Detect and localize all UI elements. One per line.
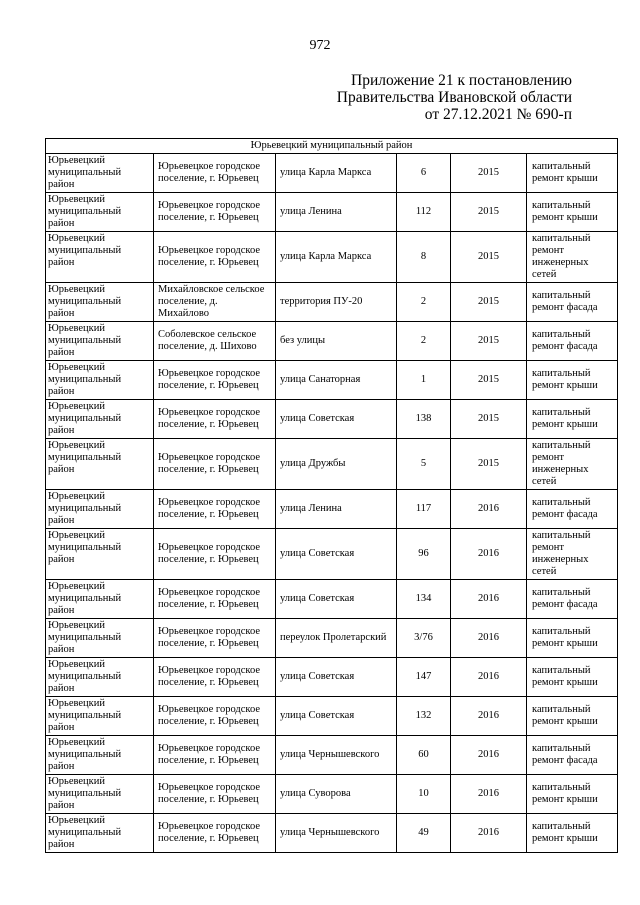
repair-register-table: [45, 138, 618, 853]
street-cell: улица Дружбы: [276, 439, 397, 490]
house-number-cell: 2: [397, 322, 451, 361]
street-cell: улица Санаторная: [276, 361, 397, 400]
street-cell: улица Чернышевского: [276, 814, 397, 853]
work-type-cell: капитальный ремонт крыши: [527, 697, 618, 736]
work-type-cell: капитальный ремонт фасада: [527, 283, 618, 322]
work-type-cell: капитальный ремонт фасада: [527, 322, 618, 361]
work-type-cell: капитальный ремонт крыши: [527, 361, 618, 400]
municipality-cell: Юрьевецкий муниципальный район: [46, 775, 154, 814]
street-cell: улица Карла Маркса: [276, 154, 397, 193]
work-type-cell: капитальный ремонт крыши: [527, 154, 618, 193]
municipality-cell: Юрьевецкий муниципальный район: [46, 193, 154, 232]
street-cell: улица Карла Маркса: [276, 232, 397, 283]
work-type-cell: капитальный ремонт крыши: [527, 658, 618, 697]
municipality-cell: Юрьевецкий муниципальный район: [46, 322, 154, 361]
house-number-cell: 8: [397, 232, 451, 283]
street-cell: улица Ленина: [276, 490, 397, 529]
municipality-cell: Юрьевецкий муниципальный район: [46, 619, 154, 658]
municipality-cell: Юрьевецкий муниципальный район: [46, 439, 154, 490]
year-cell: 2016: [451, 580, 527, 619]
year-cell: 2016: [451, 775, 527, 814]
municipality-cell: Юрьевецкий муниципальный район: [46, 400, 154, 439]
street-cell: улица Советская: [276, 580, 397, 619]
house-number-cell: 132: [397, 697, 451, 736]
work-type-cell: капитальный ремонт крыши: [527, 400, 618, 439]
year-cell: 2015: [451, 193, 527, 232]
municipality-cell: Юрьевецкий муниципальный район: [46, 283, 154, 322]
street-cell: улица Советская: [276, 400, 397, 439]
municipality-cell: Юрьевецкий муниципальный район: [46, 580, 154, 619]
house-number-cell: 6: [397, 154, 451, 193]
street-cell: переулок Пролетарский: [276, 619, 397, 658]
settlement-cell: Юрьевецкое городское поселение, г. Юрьевец: [154, 232, 276, 283]
settlement-cell: Юрьевецкое городское поселение, г. Юрьевец: [154, 658, 276, 697]
house-number-cell: 112: [397, 193, 451, 232]
table-row: [46, 283, 618, 322]
settlement-cell: Юрьевецкое городское поселение, г. Юрьевец: [154, 400, 276, 439]
header-line-1: Приложение 21 к постановлению: [351, 72, 572, 89]
settlement-cell: Соболевское сельское поселение, д. Шихово: [154, 322, 276, 361]
year-cell: 2015: [451, 154, 527, 193]
year-cell: 2016: [451, 658, 527, 697]
municipality-cell: Юрьевецкий муниципальный район: [46, 736, 154, 775]
work-type-cell: капитальный ремонт крыши: [527, 775, 618, 814]
municipality-cell: Юрьевецкий муниципальный район: [46, 529, 154, 580]
settlement-cell: Юрьевецкое городское поселение, г. Юрьевец: [154, 775, 276, 814]
header-line-3: от 27.12.2021 № 690-п: [424, 106, 572, 123]
work-type-cell: капитальный ремонт фасада: [527, 490, 618, 529]
work-type-cell: капитальный ремонт инженерных сетей: [527, 232, 618, 283]
table-row: [46, 658, 618, 697]
table-row: [46, 736, 618, 775]
work-type-cell: капитальный ремонт крыши: [527, 619, 618, 658]
street-cell: улица Советская: [276, 529, 397, 580]
settlement-cell: Юрьевецкое городское поселение, г. Юрьевец: [154, 193, 276, 232]
municipality-cell: Юрьевецкий муниципальный район: [46, 232, 154, 283]
settlement-cell: Юрьевецкое городское поселение, г. Юрьевец: [154, 580, 276, 619]
district-header-row: [46, 139, 618, 154]
year-cell: 2015: [451, 400, 527, 439]
year-cell: 2015: [451, 361, 527, 400]
year-cell: 2015: [451, 322, 527, 361]
street-cell: улица Советская: [276, 658, 397, 697]
house-number-cell: 1: [397, 361, 451, 400]
table-row: [46, 322, 618, 361]
house-number-cell: 10: [397, 775, 451, 814]
year-cell: 2016: [451, 529, 527, 580]
table-row: [46, 400, 618, 439]
header-line-2: Правительства Ивановской области: [336, 89, 572, 106]
street-cell: улица Суворова: [276, 775, 397, 814]
table-row: [46, 814, 618, 853]
table-row: [46, 529, 618, 580]
year-cell: 2016: [451, 619, 527, 658]
table-row: [46, 775, 618, 814]
municipality-cell: Юрьевецкий муниципальный район: [46, 361, 154, 400]
year-cell: 2015: [451, 439, 527, 490]
house-number-cell: 49: [397, 814, 451, 853]
settlement-cell: Юрьевецкое городское поселение, г. Юрьевец: [154, 361, 276, 400]
year-cell: 2016: [451, 736, 527, 775]
house-number-cell: 147: [397, 658, 451, 697]
year-cell: 2016: [451, 697, 527, 736]
street-cell: улица Ленина: [276, 193, 397, 232]
work-type-cell: капитальный ремонт инженерных сетей: [527, 529, 618, 580]
year-cell: 2015: [451, 232, 527, 283]
house-number-cell: 138: [397, 400, 451, 439]
settlement-cell: Юрьевецкое городское поселение, г. Юрьевец: [154, 490, 276, 529]
street-cell: территория ПУ-20: [276, 283, 397, 322]
work-type-cell: капитальный ремонт крыши: [527, 193, 618, 232]
work-type-cell: капитальный ремонт фасада: [527, 736, 618, 775]
street-cell: без улицы: [276, 322, 397, 361]
table-row: [46, 619, 618, 658]
table-row: [46, 490, 618, 529]
settlement-cell: Юрьевецкое городское поселение, г. Юрьевец: [154, 736, 276, 775]
settlement-cell: Юрьевецкое городское поселение, г. Юрьевец: [154, 154, 276, 193]
settlement-cell: Юрьевецкое городское поселение, г. Юрьевец: [154, 439, 276, 490]
settlement-cell: Михайловское сельское поселение, д. Михайлово: [154, 283, 276, 322]
table-body: [46, 139, 618, 853]
appendix-header: [337, 72, 572, 123]
table-row: [46, 439, 618, 490]
work-type-cell: капитальный ремонт крыши: [527, 814, 618, 853]
settlement-cell: Юрьевецкое городское поселение, г. Юрьевец: [154, 619, 276, 658]
table-row: [46, 154, 618, 193]
house-number-cell: 60: [397, 736, 451, 775]
table-row: [46, 697, 618, 736]
street-cell: улица Советская: [276, 697, 397, 736]
year-cell: 2015: [451, 283, 527, 322]
house-number-cell: 5: [397, 439, 451, 490]
page-number: 972: [309, 38, 331, 53]
municipality-cell: Юрьевецкий муниципальный район: [46, 490, 154, 529]
year-cell: 2016: [451, 814, 527, 853]
house-number-cell: 3/76: [397, 619, 451, 658]
house-number-cell: 134: [397, 580, 451, 619]
settlement-cell: Юрьевецкое городское поселение, г. Юрьевец: [154, 529, 276, 580]
table-row: [46, 232, 618, 283]
municipality-cell: Юрьевецкий муниципальный район: [46, 697, 154, 736]
municipality-cell: Юрьевецкий муниципальный район: [46, 658, 154, 697]
house-number-cell: 117: [397, 490, 451, 529]
district-header: Юрьевецкий муниципальный район: [46, 139, 618, 154]
table-row: [46, 193, 618, 232]
settlement-cell: Юрьевецкое городское поселение, г. Юрьевец: [154, 697, 276, 736]
house-number-cell: 96: [397, 529, 451, 580]
street-cell: улица Чернышевского: [276, 736, 397, 775]
table-row: [46, 580, 618, 619]
work-type-cell: капитальный ремонт фасада: [527, 580, 618, 619]
house-number-cell: 2: [397, 283, 451, 322]
year-cell: 2016: [451, 490, 527, 529]
municipality-cell: Юрьевецкий муниципальный район: [46, 814, 154, 853]
table-row: [46, 361, 618, 400]
municipality-cell: Юрьевецкий муниципальный район: [46, 154, 154, 193]
settlement-cell: Юрьевецкое городское поселение, г. Юрьевец: [154, 814, 276, 853]
work-type-cell: капитальный ремонт инженерных сетей: [527, 439, 618, 490]
